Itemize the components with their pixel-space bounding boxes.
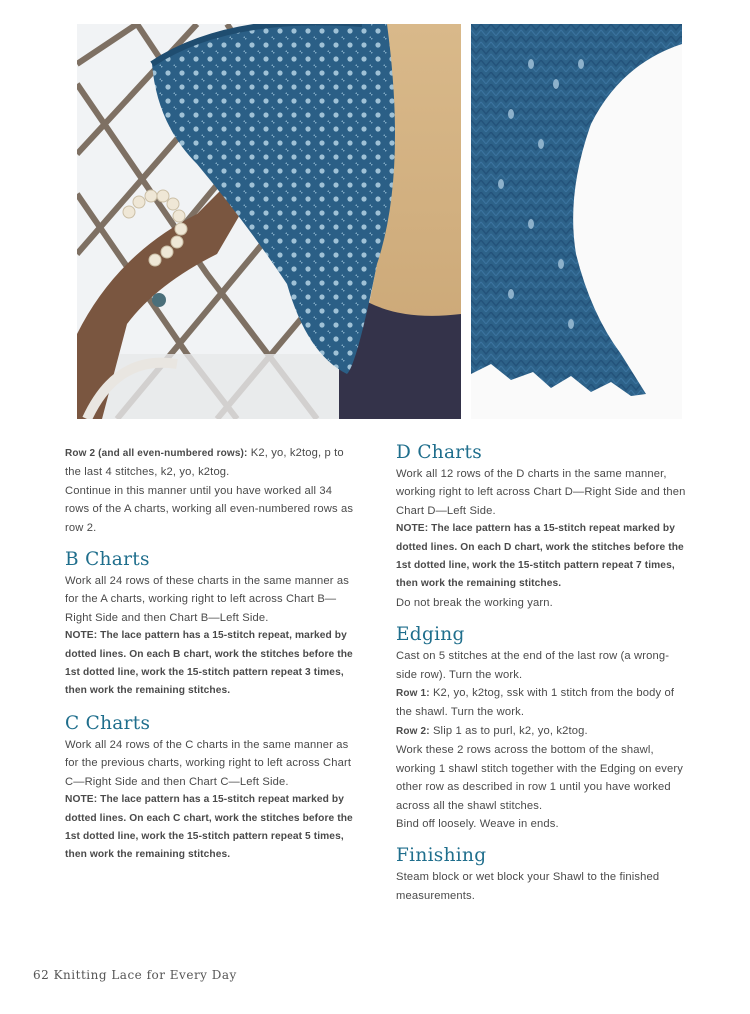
d-charts-after: Do not break the working yarn. bbox=[396, 596, 553, 609]
model-wearing-blue-lace-shawl-photo bbox=[77, 24, 461, 419]
edging-row-2: Row 2: Slip 1 as to purl, k2, yo, k2tog. bbox=[396, 724, 588, 737]
edging-bind-off: Bind off loosely. Weave in ends. bbox=[396, 817, 559, 830]
d-charts-note: NOTE: The lace pattern has a 15-stitch repeat marked by dotted lines. On each D chart, work the stitches before the 1st dotted line, work the 15-stitch pattern repeat 7 times, then work the remaining stitches. bbox=[396, 523, 684, 590]
b-charts-note: NOTE: The lace pattern has a 15-stitch repeat, marked by dotted lines. On each B chart, work the stitches before the 1st dotted line, work the 15-stitch pattern repeat 3 times, then work the remaining stitches. bbox=[65, 630, 353, 697]
b-charts-heading: B Charts bbox=[65, 549, 150, 571]
edging-heading: Edging bbox=[396, 624, 465, 646]
finishing-heading: Finishing bbox=[396, 845, 487, 867]
shawl-edging-detail-photo bbox=[471, 24, 682, 419]
finishing-body: Steam block or wet block your Shawl to the finished measurements. bbox=[396, 871, 660, 902]
row-2-instruction: Row 2 (and all even-numbered rows): K2, yo, k2tog, p to the last 4 stitches, k2, yo, k2tog. bbox=[65, 447, 344, 479]
edging-work-instruction: Work these 2 rows across the bottom of the shawl, working 1 shawl stitch together with the Edging on every other row as described in row 1 until you have worked across all the shawl stitches. bbox=[396, 744, 683, 812]
d-charts-body: Work all 12 rows of the D charts in the same manner, working right to left across Chart D—Right Side and then Chart D—Left Side. bbox=[396, 468, 686, 517]
right-text-column bbox=[396, 441, 686, 905]
c-charts-body: Work all 24 rows of the C charts in the same manner as for the previous charts, working right to left across Chart C—Right Side and then Chart C—Left Side. bbox=[65, 738, 352, 788]
c-charts-note: NOTE: The lace pattern has a 15-stitch repeat marked by dotted lines. On each C chart, work the stitches before the 1st dotted line, work the 15-stitch pattern repeat 5 times, then work the remaining stitches. bbox=[65, 794, 353, 861]
b-charts-body: Work all 24 rows of these charts in the same manner as for the A charts, working right to left across Chart B—Right Side and then Chart B—Left Side. bbox=[65, 575, 349, 624]
page-footer: 62 Knitting Lace for Every Day bbox=[33, 968, 237, 982]
c-charts-heading: C Charts bbox=[65, 712, 151, 734]
left-text-column bbox=[65, 444, 355, 865]
continue-instruction: Continue in this manner until you have worked all 34 rows of the A charts, working all even-numbered rows as row 2. bbox=[65, 484, 354, 534]
d-charts-heading: D Charts bbox=[396, 442, 482, 463]
edging-intro: Cast on 5 stitches at the end of the last row (a wrong-side row). Turn the work. bbox=[396, 650, 670, 681]
edging-row-1: Row 1: K2, yo, k2tog, ssk with 1 stitch from the body of the shawl. Turn the work. bbox=[396, 687, 675, 719]
